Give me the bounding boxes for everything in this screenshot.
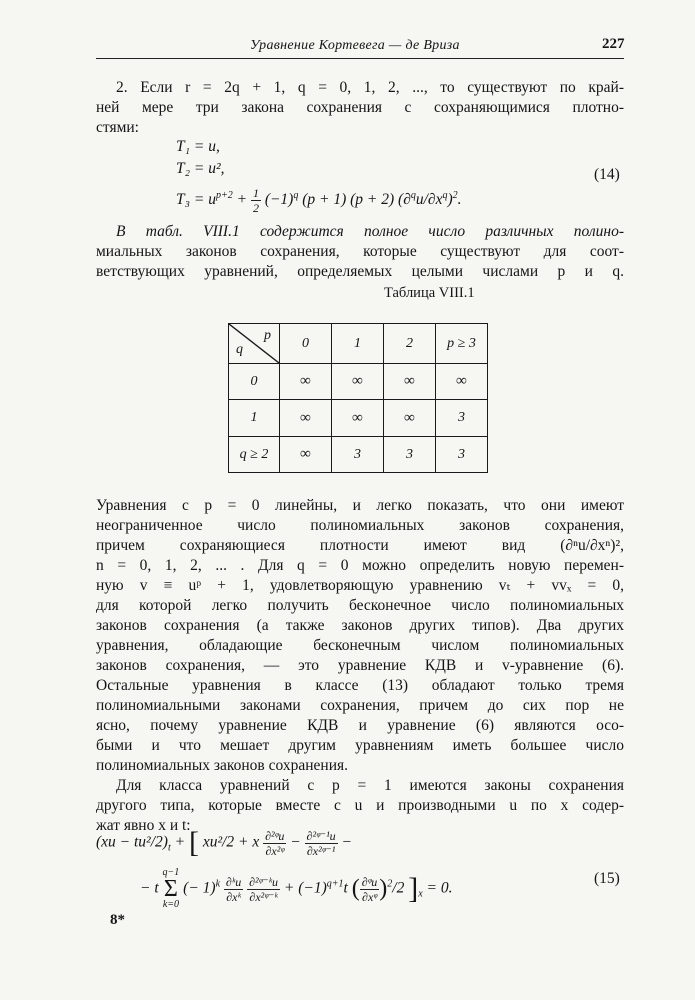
table-cell: 3 (332, 437, 384, 473)
para3-line: полиномиальных законов сохранения. (96, 757, 349, 774)
row-label: 0 (229, 364, 280, 400)
fraction-d2q-u: $\frac{\text{∂²ᵠu}}{\text{∂x²ᵠ}}$ (265, 828, 285, 858)
table-cell: ∞ (436, 364, 488, 400)
header-rule (96, 58, 624, 59)
running-title: Уравнение Кортевега — де Вриза (250, 38, 460, 53)
table-cell: ∞ (280, 400, 332, 437)
col-header: 1 (332, 324, 384, 364)
row-label: 1 (229, 400, 280, 437)
para3-line: Остальные уравнения в классе (13) обладают только тремя (96, 677, 624, 694)
table-caption: Таблица VIII.1 (384, 285, 475, 301)
eq14-number: (14) (594, 166, 620, 183)
para2-line2: миальных законов сохранения, которые существуют для соот- (96, 243, 624, 260)
table-cell: ∞ (384, 400, 436, 437)
para3-line: уравнения, обладающие бесконечным числом полиномиальных (96, 637, 624, 654)
eq14-t1: T₁ = u, (176, 138, 220, 155)
eq15-line2: − t q−1 Σ k=0 (− 1)$^k$ $\frac{\text{∂ᵏu}}{\text{∂xᵏ}}$ $\frac{\text{∂²ᵠ⁻ᵏu}}{\text{∂x²ᵠ⁻ᵏ}}$ + $(-1)^{q+1}t$ ( $\frac{\text{∂ᵠu}}{\text{∂xᵠ}}$ )$^2$/2 ]$_x = 0$. (140, 867, 453, 910)
table-cell: ∞ (384, 364, 436, 400)
table-viii-1 (228, 323, 488, 473)
para3-line: для которой легко получить бесконечное число полиномиальных (96, 597, 624, 614)
fraction-d2q-1-u: $\frac{\text{∂²ᵠ⁻¹u}}{\text{∂x²ᵠ⁻¹}}$ (306, 828, 336, 858)
para3-line: полиномиальными законами сохранения, причем до сих пор не (96, 697, 624, 714)
para1-line1: 2. Если r = 2q + 1, q = 0, 1, 2, ..., то существуют по край- (116, 79, 624, 96)
fraction-dk-u: $\frac{\text{∂ᵏu}}{\text{∂xᵏ}}$ (225, 874, 242, 904)
para4-line1: Для класса уравнений с p = 1 имеются законы сохранения (116, 777, 624, 794)
corner-q-label: q (236, 342, 243, 357)
para3-line: ную v ≡ uᵖ + 1, удовлетворяющую уравнению vₜ + vvₓ = 0, (96, 577, 624, 594)
para1-line2: ней мере три закона сохранения с сохраняющимися плотно- (96, 99, 624, 116)
col-header: 2 (384, 324, 436, 364)
table-cell: ∞ (280, 437, 332, 473)
para2-line1: В табл. VIII.1 содержится полное число различных полино- (116, 223, 624, 240)
para3-line: неограниченное число полиномиальных законов сохранения, (96, 517, 624, 534)
para4-line2: другого типа, которые вместе с u и производными u по x содер- (96, 797, 624, 814)
half-fraction: $\frac{1}{2}$ (252, 186, 259, 215)
para1-line3: стями: (96, 119, 139, 136)
para3-line: законов сохранения, — это уравнение КДВ и v-уравнение (6). (96, 657, 624, 674)
table-cell: ∞ (280, 364, 332, 400)
table-cell: 3 (384, 437, 436, 473)
signature-mark: 8* (110, 912, 125, 928)
corner-p-label: p (264, 328, 271, 343)
col-header: p ≥ 3 (436, 324, 488, 364)
eq14-t3: $T_3 = u^{p+2}$ + $\frac{1}{2}$ $(-1)^q$ (p + 1) (p + 2) $(\partial^qu/\partial x^q)^2$. (176, 186, 462, 215)
para4-line3: жат явно x и t: (96, 817, 191, 834)
para3-line: законов сохранения (а также законов других типов). Два других (96, 617, 624, 634)
sum-operator: q−1 Σ k=0 (162, 867, 180, 910)
fraction-d2q-k-u: $\frac{\text{∂²ᵠ⁻ᵏu}}{\text{∂x²ᵠ⁻ᵏ}}$ (249, 874, 278, 904)
para3-line: причем сохраняющиеся плотности имеют вид (∂ⁿu/∂xⁿ)², (96, 537, 624, 554)
para3-line: Уравнения с p = 0 линейны, и легко показать, что они имеют (96, 497, 624, 514)
eq15-line1: (xu − tu²/$2)_t$ + [ xu²/2 + x $\frac{\text{∂²ᵠu}}{\text{∂x²ᵠ}}$ − $\frac{\text{∂²ᵠ⁻¹u}}{\text{∂x²ᵠ⁻¹}}$ − (96, 826, 353, 859)
eq14-t2: T₂ = u², (176, 160, 225, 177)
table-cell: ∞ (332, 400, 384, 437)
table-cell: 3 (436, 437, 488, 473)
fraction-dq-u: $\frac{\text{∂ᵠu}}{\text{∂xᵠ}}$ (361, 874, 378, 904)
page-number: 227 (602, 36, 625, 52)
table-cell: 3 (436, 400, 488, 437)
para3-line: быми и что мешает другим уравнениям иметь большее число (96, 737, 624, 754)
para3-line: ясно, почему уравнение КДВ и уравнение (6) являются осо- (96, 717, 624, 734)
para3-line: n = 0, 1, 2, ... . Для q = 0 можно определить новую перемен- (96, 557, 624, 574)
table-corner-cell (229, 324, 280, 364)
table-cell: ∞ (332, 364, 384, 400)
para2-line3: ветствующих уравнений, определяемых целыми числами p и q. (96, 263, 624, 280)
eq15-number: (15) (594, 870, 620, 887)
col-header: 0 (280, 324, 332, 364)
row-label: q ≥ 2 (229, 437, 280, 473)
